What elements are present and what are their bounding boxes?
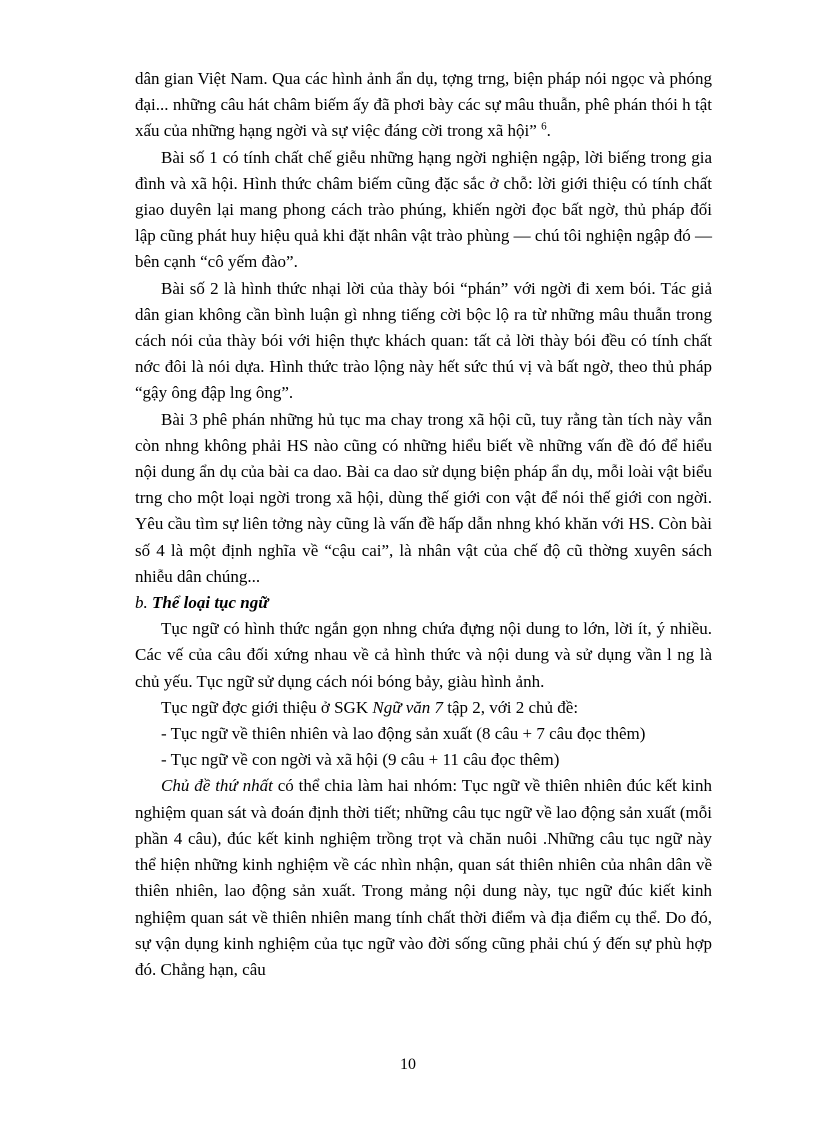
- paragraph-text: dân gian Việt Nam. Qua các hình ảnh ẩn dụ, tợng trng, biện pháp nói ngọc và phóng đại... những câu hát châm biếm ấy đã phơi bày các sự mâu thuẫn, phê phán thói h tật xấu của những hạng ngời và sự việc đáng cời trong xã hội”: [135, 69, 712, 141]
- paragraph-poem-1: Bài số 1 có tính chất chế giễu những hạng ngời nghiện ngập, lời biếng trong gia đình và xã hội. Hình thức châm biếm cũng đặc sắc ở chỗ: lời giới thiệu có tính chất giao duyên lại mang phong cách trào phúng, khiến ngời đọc bất ngờ, thủ pháp đối lập cũng phát huy hiệu quả khi đặt nhân vật trào phùng — chú tôi nghiện ngập đó — bên cạnh “cô yếm đào”.: [135, 147, 712, 272]
- list-item-topic-1: - Tục ngữ về thiên nhiên và lao động sản xuất (8 câu + 7 câu đọc thêm): [161, 724, 646, 744]
- paragraph-end: .: [546, 121, 551, 141]
- section-heading-text: Thể loại tục ngữ: [152, 593, 269, 613]
- paragraph-text: tập 2, với 2 chủ đề:: [447, 697, 579, 717]
- page-body: [135, 66, 712, 983]
- section-heading-prefix: b.: [135, 593, 148, 613]
- footnote-marker: 6: [541, 120, 547, 133]
- paragraph-topic-one: [135, 773, 712, 983]
- paragraph-poem-3-4: Bài 3 phê phán những hủ tục ma chay trong xã hội cũ, tuy rằng tàn tích này vẫn còn nhng không phải HS nào cũng có những hiểu biết về những vấn đề đó để hiểu nội dung ẩn dụ của bài ca dao. Bài ca dao sử dụng biện pháp ẩn dụ, mỗi loài vật biểu trng cho một loại ngời trong xã hội, dùng thế giới con vật để nói thế giới con ngời. Yêu cầu tìm sự liên tởng này cũng là vấn đề hấp dẫn nhng khó khăn với HS. Còn bài số 4 là một định nghĩa về “cậu cai”, là nhân vật của chế độ cũ thờng xuyên sách nhiễu dân chúng...: [135, 409, 712, 586]
- page-number: 10: [400, 1056, 416, 1073]
- section-heading: [135, 590, 712, 616]
- topic-lead: Chủ đề thứ nhất: [161, 776, 273, 796]
- list-item-topic-2: - Tục ngữ về con ngời và xã hội (9 câu + 11 câu đọc thêm): [161, 750, 560, 770]
- paragraph-poem-2: Bài số 2 là hình thức nhại lời của thày bói “phán” với ngời đi xem bói. Tác giả dân gian không cần bình luận gì nhng tiếng cời bộc lộ ra từ những mâu thuẫn trong cách nói của thày bói với hiện thực khách quan: tất cả lời thày bói đều có tính chất nớc đôi là nói dựa. Hình thức trào lộng này hết sức thú vị và bất ngờ, theo thủ pháp “gậy ông đập lng ông”.: [135, 278, 712, 403]
- paragraph-proverb-intro: Tục ngữ có hình thức ngắn gọn nhng chứa đựng nội dung to lớn, lời ít, ý nhiều. Các vế của câu đối xứng nhau về cả hình thức và nội dung và sử dụng vần l ng là chủ yếu. Tục ngữ sử dụng cách nói bóng bảy, giàu hình ảnh.: [135, 619, 712, 691]
- paragraph-continued: [135, 66, 712, 145]
- paragraph-text: Tục ngữ đợc giới thiệu ở SGK: [161, 697, 369, 717]
- book-title: Ngữ văn 7: [372, 697, 444, 717]
- paragraph-text: có thể chia làm hai nhóm: Tục ngữ về thiên nhiên đúc kết kinh nghiệm quan sát và đoán định thời tiết; những câu tục ngữ về lao động sản xuất (mỗi phần 4 câu), đúc kết kinh nghiệm trồng trọt và chăn nuôi .Những câu tục ngữ này thể hiện những kinh nghiệm về các nhìn nhận, quan sát thiên nhiên của nhân dân về thiên nhiên, lao động sản xuất. Trong mảng nội dung này, tục ngữ đúc kiết kinh nghiệm quan sát về thiên nhiên mang tính chất thời điểm và địa điểm cụ thể. Do đó, sự vận dụng kinh nghiệm của tục ngữ vào đời sống cũng phải chú ý đến sự phù hợp đó. Chẳng hạn, câu: [135, 776, 713, 979]
- paragraph-textbook: [135, 695, 712, 721]
